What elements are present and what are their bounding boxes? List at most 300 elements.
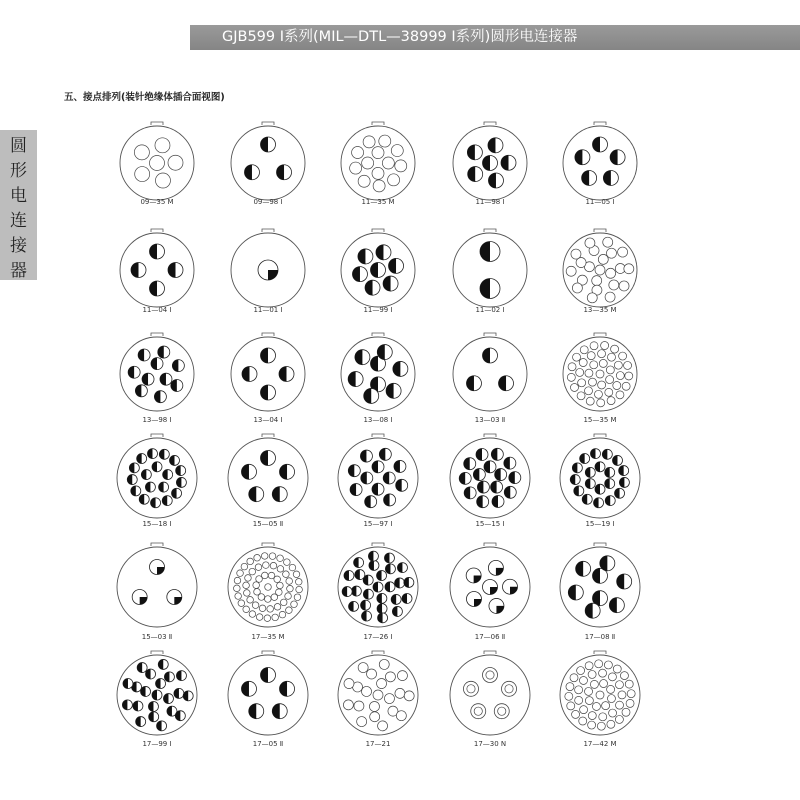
contact-pin <box>141 686 151 696</box>
contact-pin <box>609 280 619 290</box>
contact-pin <box>575 686 583 694</box>
connector-face <box>559 333 641 415</box>
contact-pin <box>131 486 141 496</box>
contact-pin <box>395 688 405 698</box>
contact-pin <box>270 562 277 569</box>
contact-pin <box>625 680 633 688</box>
document-title: GJB599 Ⅰ系列(MIL—DTL—38999 Ⅰ系列)圆形电连接器 <box>222 29 578 45</box>
contact-pin <box>593 137 608 152</box>
connector-label: 11—35 M <box>361 198 395 206</box>
contact-pin <box>385 582 395 592</box>
connector-label: 15—05 Ⅱ <box>252 520 284 528</box>
contact-pin <box>397 563 407 573</box>
connector-diagram <box>224 434 312 522</box>
contact-pin <box>394 460 406 472</box>
contact-pin <box>585 687 593 695</box>
connector-diagram <box>334 543 422 631</box>
contact-pin <box>570 383 578 391</box>
contact-pin <box>169 455 179 465</box>
contact-pin <box>349 601 359 611</box>
connector-face <box>556 434 644 522</box>
contact-pin <box>151 498 161 508</box>
contact-pin <box>258 260 278 280</box>
contact-pin <box>167 590 182 605</box>
contact-pin <box>272 487 287 502</box>
contact-pin <box>379 659 389 669</box>
contact-pin <box>357 717 367 727</box>
contact-pin <box>619 281 629 291</box>
contact-pin <box>255 564 262 571</box>
contact-pin <box>249 704 264 719</box>
connector-label: 13—98 Ⅰ <box>142 416 172 424</box>
connector-face <box>556 651 644 739</box>
contact-pin <box>587 293 597 303</box>
contact-pin <box>625 372 633 380</box>
contact-pin <box>271 594 278 601</box>
contact-pin <box>365 496 377 508</box>
contact-pin <box>492 495 504 507</box>
contact-pin <box>237 570 244 577</box>
keyway-mark <box>151 543 163 546</box>
connector-face <box>337 229 419 311</box>
contact-pin <box>371 263 386 278</box>
contact-pin <box>585 479 595 489</box>
contact-pin <box>568 585 583 600</box>
contact-pin <box>466 591 481 606</box>
contact-pin <box>364 388 379 403</box>
contact-pin <box>344 679 354 689</box>
contact-pin <box>243 582 250 589</box>
contact-pin <box>369 701 379 711</box>
contact-pin <box>175 711 185 721</box>
contact-pin <box>595 462 605 472</box>
shell-outline <box>338 438 418 518</box>
contact-pin <box>491 481 503 493</box>
side-tab-char: 连 <box>10 211 27 231</box>
contact-pin <box>572 283 582 293</box>
contact-pin <box>183 691 193 701</box>
contact-pin <box>466 568 481 583</box>
connector-face <box>334 543 422 631</box>
keyway-mark <box>594 333 606 336</box>
contact-pin <box>362 686 372 696</box>
contact-pin <box>279 611 286 618</box>
contact-pin <box>277 582 284 589</box>
contact-pin <box>352 147 364 159</box>
contact-pin <box>596 370 604 378</box>
contact-pin <box>605 496 615 506</box>
contact-pin <box>373 690 383 700</box>
contact-pin <box>152 462 162 472</box>
contact-pin <box>615 681 623 689</box>
contact-pin <box>624 264 634 274</box>
contact-pin <box>382 157 394 169</box>
side-tab-char: 器 <box>10 261 27 281</box>
contact-pin <box>391 145 403 157</box>
connector-label: 11—05 Ⅰ <box>585 198 615 206</box>
contact-pin <box>567 373 575 381</box>
shell-outline <box>228 655 308 735</box>
contact-pin <box>261 553 268 560</box>
connector-label: 17—42 M <box>583 740 617 748</box>
contact-pin <box>599 359 607 367</box>
contact-pin <box>362 611 372 621</box>
contact-pin <box>154 391 166 403</box>
contact-pin <box>567 702 575 710</box>
contact-pin <box>605 292 615 302</box>
contact-pin <box>606 248 616 258</box>
contact-pin <box>135 167 150 182</box>
contact-pin <box>488 560 503 575</box>
keyway-mark <box>484 543 496 546</box>
contact-pin <box>592 276 602 286</box>
contact-pin <box>267 606 274 613</box>
connector-diagram <box>116 122 198 204</box>
contact-pin <box>606 376 614 384</box>
contact-pin <box>566 266 576 276</box>
connector-label: 11—01 Ⅰ <box>253 306 283 314</box>
contact-pin <box>577 667 585 675</box>
keyway-mark <box>151 333 163 336</box>
contact-pin <box>249 611 256 618</box>
contact-pin <box>159 482 169 492</box>
contact-pin <box>158 346 170 358</box>
side-tab-char: 形 <box>10 161 27 181</box>
contact-pin <box>150 156 165 171</box>
contact-pin <box>459 472 471 484</box>
contact-pin <box>389 258 404 273</box>
contact-pin <box>235 593 242 600</box>
connector-label: 09—98 Ⅰ <box>253 198 283 206</box>
connector-diagram <box>337 333 419 415</box>
contact-pin <box>383 276 398 291</box>
contact-pin <box>256 614 263 621</box>
contact-pin <box>609 709 617 717</box>
contact-pin <box>597 722 605 730</box>
contact-pin <box>566 683 574 691</box>
contact-pin <box>377 593 387 603</box>
contact-pin <box>263 562 270 569</box>
contact-pin <box>261 385 276 400</box>
contact-pin <box>595 265 605 275</box>
connector-diagram <box>224 543 312 631</box>
contact-pin <box>585 662 593 670</box>
contact-pin <box>151 358 163 370</box>
contact-pin <box>598 350 606 358</box>
contact-pin <box>617 574 632 589</box>
connector-label: 11—02 Ⅰ <box>475 306 505 314</box>
contact-pin <box>580 706 588 714</box>
contact-pin <box>464 458 476 470</box>
contact-pin <box>363 136 375 148</box>
keyway-mark <box>262 434 274 437</box>
keyway-mark <box>484 229 496 232</box>
contact-pin <box>176 671 186 681</box>
contact-pin <box>348 372 363 387</box>
contact-pin <box>150 560 165 575</box>
contact-pin <box>372 483 384 495</box>
contact-pin <box>590 342 598 350</box>
keyway-mark <box>594 122 606 125</box>
contact-pin <box>342 587 352 597</box>
contact-pin <box>286 607 293 614</box>
contact-pin <box>473 469 485 481</box>
contact-pin <box>615 488 625 498</box>
contact-pin <box>575 150 590 165</box>
contact-pin <box>602 449 612 459</box>
contact-pin <box>245 575 252 582</box>
contact-pin <box>480 279 500 299</box>
contact-pin <box>588 712 596 720</box>
contact-pin <box>160 373 172 385</box>
contact-pin <box>254 554 261 561</box>
connector-label: 17—99 Ⅰ <box>142 740 172 748</box>
contact-pin <box>585 603 600 618</box>
contact-pin <box>365 280 380 295</box>
connector-label: 17—06 Ⅱ <box>474 633 506 641</box>
connector-face <box>227 229 309 311</box>
keyway-mark <box>262 543 274 546</box>
shell-outline <box>450 655 530 735</box>
contact-pin <box>355 350 370 365</box>
contact-pin <box>504 486 516 498</box>
contact-pin <box>261 572 268 579</box>
keyway-mark <box>484 333 496 336</box>
contact-pin <box>351 586 361 596</box>
contact-pin <box>582 170 597 185</box>
contact-pin <box>344 571 354 581</box>
connector-label: 15—15 Ⅰ <box>475 520 505 528</box>
contact-pin <box>491 448 503 460</box>
contact-pin <box>610 150 625 165</box>
contact-pin <box>279 367 294 382</box>
contact-pin <box>600 556 615 571</box>
contact-pin <box>174 688 184 698</box>
connector-face <box>224 651 312 739</box>
contact-pin <box>159 449 169 459</box>
contact-pin <box>139 494 149 504</box>
contact-pin <box>155 138 170 153</box>
contact-pin <box>616 372 624 380</box>
contact-pin <box>145 482 155 492</box>
contact-pin <box>252 602 259 609</box>
contact-pin <box>241 563 248 570</box>
contact-pin <box>256 576 263 583</box>
keyway-mark <box>262 651 274 654</box>
contact-pin <box>588 670 596 678</box>
contact-pin <box>607 720 615 728</box>
contact-pin <box>388 174 400 186</box>
connector-diagram <box>227 122 309 204</box>
contact-pin <box>573 353 581 361</box>
contact-pin <box>602 702 610 710</box>
contact-pin <box>277 566 284 573</box>
contact-pin <box>379 448 391 460</box>
contact-pin <box>477 496 489 508</box>
contact-pin <box>135 385 147 397</box>
shell-outline <box>117 547 197 627</box>
connector-diagram <box>446 543 534 631</box>
contact-pin <box>249 568 256 575</box>
contact-pin <box>377 571 387 581</box>
connector-face <box>559 229 641 311</box>
contact-pin <box>141 470 151 480</box>
contact-pin <box>590 361 598 369</box>
connector-face <box>113 651 201 739</box>
contact-pin <box>343 700 353 710</box>
connector-face <box>116 122 198 204</box>
contact-pin <box>295 578 302 585</box>
contact-pin <box>134 145 149 160</box>
contact-pin <box>372 461 384 473</box>
keyway-mark <box>151 651 163 654</box>
connector-label: 15—18 Ⅰ <box>142 520 172 528</box>
contact-pin <box>599 713 607 721</box>
contact-pin <box>163 470 173 480</box>
connector-diagram <box>116 333 198 415</box>
connector-face <box>337 333 419 415</box>
connector-diagram <box>446 651 534 739</box>
contact-pin <box>618 247 628 257</box>
contact-pin <box>594 498 604 508</box>
contact-pin <box>603 170 618 185</box>
connector-face <box>446 651 534 739</box>
contact-pin <box>386 383 401 398</box>
contact-pin <box>242 367 257 382</box>
shell-outline <box>228 438 308 518</box>
contact-pin <box>352 267 367 282</box>
keyway-mark <box>594 434 606 437</box>
contact-pin <box>615 715 623 723</box>
connector-label: 17—35 M <box>251 633 285 641</box>
keyway-mark <box>151 434 163 437</box>
contact-pin <box>150 244 165 259</box>
contact-pin <box>502 681 517 696</box>
contact-pin <box>129 463 139 473</box>
connector-label: 15—03 Ⅱ <box>141 633 173 641</box>
contact-pin <box>172 360 184 372</box>
connector-label: 09—35 M <box>140 198 174 206</box>
connector-face <box>559 122 641 204</box>
contact-pin <box>291 601 298 608</box>
contact-pin <box>272 614 279 621</box>
contact-pin <box>368 551 378 561</box>
contact-pin <box>296 586 303 593</box>
contact-pin <box>580 346 588 354</box>
contact-pin <box>155 173 170 188</box>
contact-pin <box>163 694 173 704</box>
contact-pin <box>501 155 516 170</box>
contact-pin <box>588 378 596 386</box>
contact-pin <box>402 593 412 603</box>
contact-pin <box>142 373 154 385</box>
contact-pin <box>123 679 133 689</box>
keyway-mark <box>372 651 384 654</box>
connector-diagram <box>556 434 644 522</box>
contact-pin <box>494 704 509 719</box>
connector-diagram <box>559 229 641 311</box>
contact-pin <box>607 685 615 693</box>
contact-pin <box>131 263 146 278</box>
contact-pin <box>624 361 632 369</box>
connector-face <box>337 122 419 204</box>
connector-diagram <box>446 434 534 522</box>
connector-face <box>446 434 534 522</box>
contact-pin <box>176 477 186 487</box>
keyway-mark <box>262 122 274 125</box>
contact-pin <box>122 700 132 710</box>
keyway-mark <box>484 434 496 437</box>
contact-pin <box>488 173 503 188</box>
connector-label: 11—99 Ⅰ <box>363 306 393 314</box>
keyway-mark <box>594 229 606 232</box>
contact-pin <box>370 712 380 722</box>
contact-pin <box>483 668 498 683</box>
side-tab-char: 圆 <box>10 136 27 156</box>
contact-pin <box>580 454 590 464</box>
contact-pin <box>596 691 604 699</box>
contact-pin <box>361 600 371 610</box>
contact-pin <box>350 162 362 174</box>
contact-pin <box>384 694 394 704</box>
contact-pin <box>578 379 586 387</box>
contact-pin <box>611 345 619 353</box>
connector-face <box>449 333 531 415</box>
connector-face <box>334 651 422 739</box>
contact-pin <box>404 691 414 701</box>
contact-pin <box>495 469 507 481</box>
contact-pin <box>247 597 254 604</box>
contact-pin <box>363 589 373 599</box>
contact-pin <box>150 281 165 296</box>
contact-pin <box>234 585 241 592</box>
connector-diagram <box>227 229 309 311</box>
contact-pin <box>395 578 405 588</box>
contact-pin <box>385 564 395 574</box>
connector-face <box>113 543 201 631</box>
keyway-mark <box>594 651 606 654</box>
contact-pin <box>468 167 483 182</box>
contact-pin <box>132 590 147 605</box>
contact-pin <box>280 599 287 606</box>
connector-diagram <box>334 651 422 739</box>
connector-diagram <box>113 434 201 522</box>
contact-pin <box>294 594 301 601</box>
contact-pin <box>467 145 482 160</box>
contact-pin <box>618 691 626 699</box>
contact-pin <box>466 376 481 391</box>
connector-label: 15—19 Ⅰ <box>585 520 615 528</box>
contact-pin <box>620 672 628 680</box>
contact-pin <box>360 450 372 462</box>
connector-diagram <box>449 333 531 415</box>
connector-face <box>116 229 198 311</box>
contact-pin <box>612 455 622 465</box>
contact-pin <box>241 464 256 479</box>
contact-pin <box>377 345 392 360</box>
contact-pin <box>590 449 600 459</box>
contact-pin <box>614 361 622 369</box>
contact-pin <box>575 696 583 704</box>
keyway-mark <box>372 229 384 232</box>
contact-pin <box>464 487 476 499</box>
connector-label: 17—30 N <box>473 740 507 748</box>
contact-pin <box>574 486 584 496</box>
keyway-mark <box>262 333 274 336</box>
contact-pin <box>616 391 624 399</box>
contact-pin <box>377 679 387 689</box>
contact-pin <box>605 479 615 489</box>
